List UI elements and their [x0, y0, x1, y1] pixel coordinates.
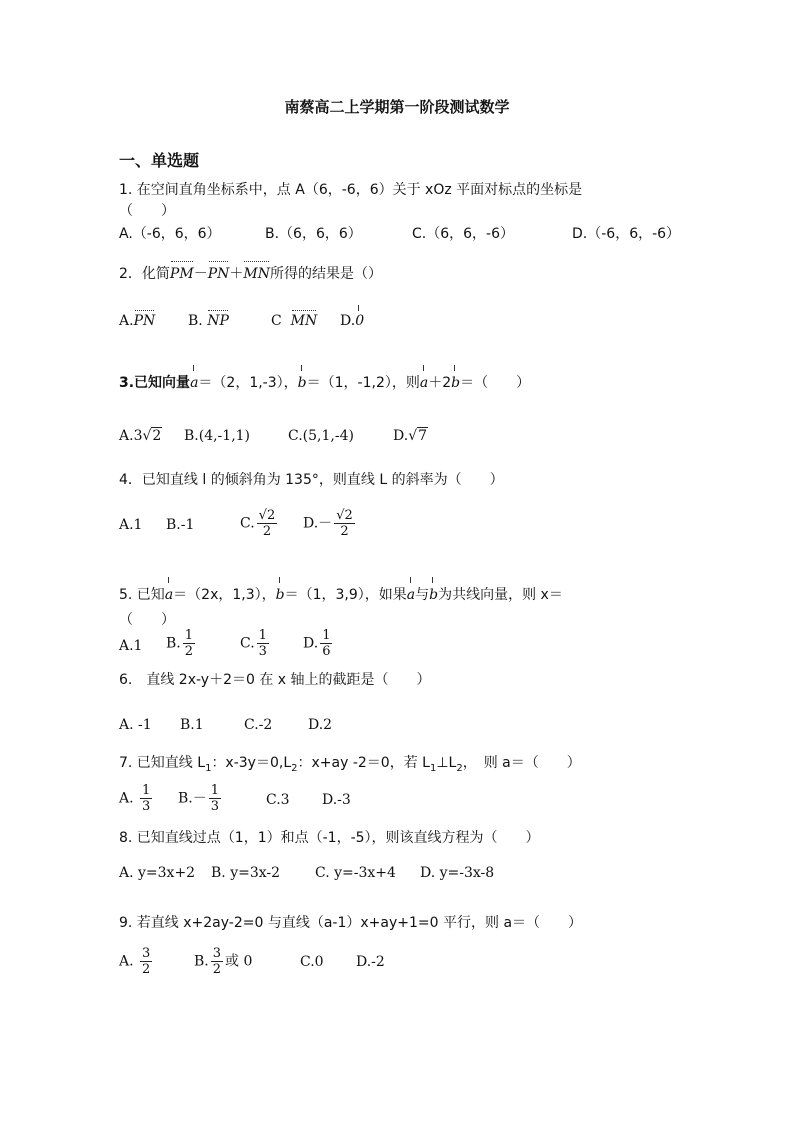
q7-option-b: B.－ $\frac{1}{3}$: [178, 783, 220, 814]
section-heading: 一、单选题: [119, 151, 200, 170]
q3-option-a: A.3√2: [119, 428, 162, 444]
question-8-text: 8. 已知直线过点（1，1）和点（-1，-5），则该直线方程为（ ）: [119, 830, 540, 846]
q1-option-b: B.（6，6，6）: [265, 226, 362, 242]
q3-option-b: B.(4,-1,1): [184, 428, 251, 444]
vector-b: b: [429, 587, 439, 603]
vector-pm: PM: [169, 266, 194, 282]
q2-option-d: D.0: [340, 313, 365, 329]
vector-a: a: [419, 375, 429, 391]
q9-option-b: B. $\frac{3}{2}$ 或 0: [194, 946, 253, 977]
q5-option-c: C. $\frac{1}{3}$: [240, 628, 267, 659]
q6-option-d: D.2: [308, 717, 333, 733]
question-5-text: 5. 已知a＝（2x，1,3），b＝（1，3,9），如果a与b为共线向量，则 x＝: [119, 587, 563, 603]
q2-option-b: B. NP: [188, 313, 229, 329]
question-7-text: 7. 已知直线 $L_1$：$x-3y=0,L_2$：x+ay -2＝0，若 $L_1\perp L_2$， 则 a＝（ ）: [119, 755, 581, 774]
vector-a: a: [190, 375, 199, 391]
q5-option-b: B. $\frac{1}{2}$: [166, 628, 194, 659]
question-6-text: 6. 直线 2x-y＋2＝0 在 x 轴上的截距是（ ）: [119, 672, 431, 688]
q9-option-d: D.-2: [356, 954, 385, 970]
q8-option-d: D. y=-3x-8: [420, 865, 495, 881]
q2-option-a: A.PN: [119, 313, 156, 329]
vector-b: b: [297, 375, 307, 391]
q1-option-a: A.（-6，6，6）: [119, 226, 221, 242]
vector-np: NP: [207, 313, 229, 329]
zero-vector: 0: [355, 313, 365, 329]
vector-b: b: [451, 375, 461, 391]
q4-option-a: A.1: [119, 517, 143, 533]
q4-option-b: B.-1: [166, 517, 195, 533]
vector-pn: PN: [133, 313, 156, 329]
q1-option-c: C.（6，6，-6）: [412, 226, 514, 242]
q6-option-b: B.1: [180, 717, 204, 733]
question-1-paren: （ ）: [119, 203, 175, 219]
q2-option-c: C MN: [271, 313, 318, 329]
q7-option-d: D.-3: [322, 792, 351, 808]
question-4-text: 4．已知直线 l 的倾斜角为 135°，则直线 L 的斜率为（ ）: [119, 472, 504, 488]
q9-option-c: C.0: [300, 954, 324, 970]
q9-option-a: A. $\frac{3}{2}$: [119, 946, 151, 977]
q3-option-c: C.(5,1,-4): [288, 428, 354, 444]
q4-option-c: C. $\frac{√2}{2}$: [240, 508, 276, 539]
q7-option-a: A. $\frac{1}{3}$: [119, 783, 151, 814]
q1-option-d: D.（-6，6，-6）: [572, 226, 681, 242]
q5-option-a: A.1: [119, 638, 143, 654]
vector-mn: MN: [290, 313, 318, 329]
vector-a: a: [406, 587, 416, 603]
q3-option-d: D.√7: [393, 428, 428, 444]
question-1-text: 1. 在空间直角坐标系中，点 A（6，-6，6）关于 xOz 平面对标点的坐标是: [119, 182, 583, 198]
q6-option-a: A. -1: [119, 717, 152, 733]
question-5-paren: （ ）: [119, 612, 175, 628]
q7-option-c: C.3: [266, 792, 290, 808]
question-9-text: 9. 若直线 x+2ay-2=0 与直线（a-1）x+ay+1=0 平行，则 a＝（ ）: [119, 915, 583, 931]
q5-option-d: D. $\frac{1}{6}$: [303, 628, 331, 659]
vector-mn: MN: [243, 266, 270, 282]
vector-b: b: [275, 587, 285, 603]
q8-option-b: B. y=3x-2: [211, 865, 281, 881]
question-3-text: 3.已知向量a＝（2，1,-3），b＝（1，-1,2），则a＋2b＝（ ）: [119, 375, 531, 391]
q8-option-c: C. y=-3x+4: [315, 865, 396, 881]
vector-pn: PN: [207, 266, 230, 282]
vector-a: a: [164, 587, 174, 603]
q4-option-d: D.－ $\frac{√2}{2}$: [303, 508, 353, 539]
question-2-text: 2．化简PM－PN＋MN所得的结果是（）: [119, 266, 382, 282]
page-title: 南蔡高二上学期第一阶段测试数学: [284, 98, 510, 116]
q8-option-a: A. y=3x+2: [119, 865, 196, 881]
q6-option-c: C.-2: [244, 717, 273, 733]
